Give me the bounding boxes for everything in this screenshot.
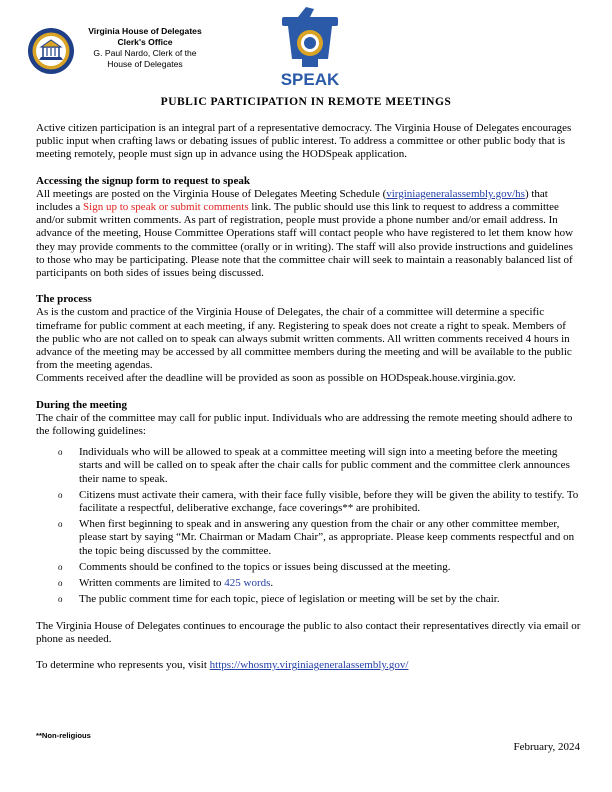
logo-text: SPEAK [280,70,340,89]
office-name: Clerk's Office [117,37,173,47]
closing-paragraph: The Virginia House of Delegates continues to encourage the public to also contact their representatives directly via email or phone as needed. [36,619,581,645]
signup-text-1: All meetings are posted on the Virginia House of Delegates Meeting Schedule ( [36,187,387,200]
intro-paragraph: Active citizen participation is an integral part of a representative democracy. The Virginia House of Delegates encourages public input when crafting laws or debating issues of public interest. To address a committee or other public body that is meeting remotely, people must sign up in advance using the HODSpeak application. [36,122,572,161]
whosmy-link[interactable]: https://whosmy.virginiageneralassembly.gov/ [209,658,409,671]
process-heading: The process [36,293,92,306]
clerk-line-2: House of Delegates [107,59,183,69]
during-paragraph: The chair of the committee may call for public input. Individuals who are addressing the remote meeting should adhere to the following guidelines: [36,411,573,438]
guidelines-list [36,446,581,606]
bullet-marker: o [58,578,63,589]
whosmy-paragraph: To determine who represents you, visit https://whosmy.virginiageneralassembly.gov/ [36,658,409,671]
signup-to-speak-link[interactable]: Sign up to speak or submit comments [83,201,249,214]
process-paragraph: As is the custom and practice of the Virginia House of Delegates, the chair of a committee will determine a specific timeframe for public comment at each meeting, if any. Registering to speak does not create a right to speak. Members of the public who are not called on to speak can always submit written comments. All written comments received 4 hours in advance of the meeting may be accessed by all committee members during the meeting and will be available to the public from the meeting agendas. [36,306,572,372]
during-heading: During the meeting [36,398,128,411]
signup-text-3: link. The public should use this link to request to address a committee and/or submit written comments. As part of registration, people must provide a phone number and/or email address. In advance of the meeting, House Committee Operations staff will contact people who have registered to let them know how they may provide comments to the committee (orally or in writing). The staff will also provide instructions and guidelines to those who may be participating. Please note that the committee chair will seek to maintain a reasonably balanced list of participants on both sides of issues being discussed. [36,201,574,280]
list-item: o When first beginning to speak and in answering any question from the chair or any other committee member, please start by saying “Mr. Chairman or Madam Chair”, as appropriate. Please keep comments respectful and on the topic being discussed by the committee. [58,518,575,557]
bullet-marker: o [58,561,63,572]
org-name: Virginia House of Delegates [88,26,202,36]
document-date: February, 2024 [513,741,580,753]
list-item: o Written comments are limited to 425 words. [58,577,274,590]
clerk-line-1: G. Paul Nardo, Clerk of the [93,48,197,58]
bullet-marker: o [58,447,63,458]
list-item: o Comments should be confined to the topics or issues being discussed at the meeting. [58,560,451,573]
list-item: o Citizens must activate their camera, with their face fully visible, before they will be given the ability to testify. To facilitate a respectful, deliberative exchange, face coverings** are prohibited. [58,488,579,515]
bullet-marker: o [58,519,63,530]
page-title: PUBLIC PARTICIPATION IN REMOTE MEETINGS [160,96,452,108]
signup-text-2: ) that includes a [36,187,548,214]
footnote: **Non-religious [36,731,91,740]
signup-paragraph [36,188,581,280]
process-paragraph-extra: Comments received after the deadline will be provided as soon as possible on HODspeak.house.virginia.gov. [36,372,516,385]
hodspeak-logo [270,5,350,91]
list-item: o Individuals who will be allowed to speak at a committee meeting will sign into a meeting before the meeting starts and will be called on to speak after the chair calls for public comment and the committee clerk announces their name to speak. [58,446,570,485]
document-body [36,122,581,672]
meeting-schedule-link[interactable]: virginiageneralassembly.gov/hs [386,187,525,200]
signup-heading: Accessing the signup form to request to speak [36,174,250,187]
house-seal-logo [27,27,75,75]
list-item: o The public comment time for each topic, piece of legislation or meeting will be set by the chair. [58,593,500,606]
word-limit: 425 words [224,577,271,590]
bullet-marker: o [58,489,63,500]
clerk-office-block [80,26,210,70]
bullet-marker: o [58,594,63,605]
